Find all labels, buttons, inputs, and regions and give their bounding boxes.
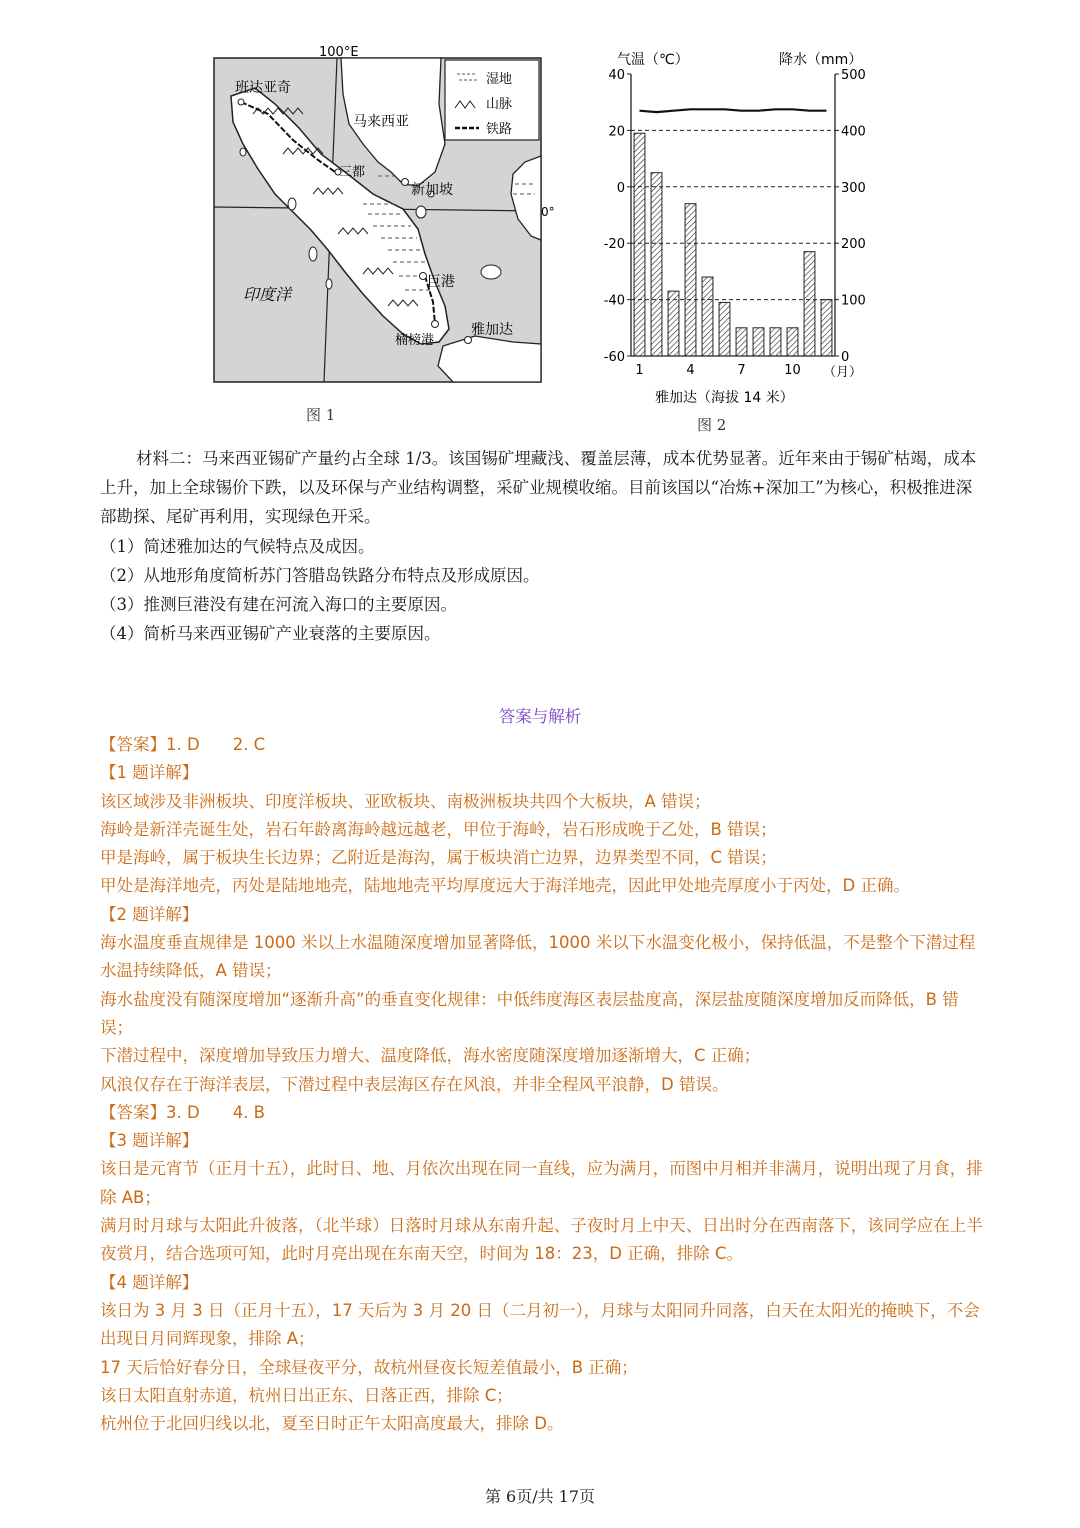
- answer-line: 杭州位于北回归线以北，夏至日时正午太阳高度最大，排除 D。: [100, 1414, 564, 1434]
- answer-line: 【2 题详解】: [100, 904, 199, 924]
- answer-line: 下潜过程中，深度增加导致压力增大、温度降低，海水密度随深度增加逐渐增大，C 正确；: [100, 1046, 761, 1066]
- answer-list: [100, 731, 986, 1438]
- month-tick-label: 4: [686, 363, 695, 378]
- java-island: [438, 336, 541, 382]
- figure1-caption: 图 1: [306, 406, 336, 424]
- question-item: （2）从地形角度简析苏门答腊岛铁路分布特点及形成原因。: [100, 566, 540, 585]
- temperature-tick-label: 40: [608, 68, 625, 83]
- precipitation-bar: [702, 277, 713, 356]
- precipitation-tick-label: 200: [841, 237, 866, 253]
- answer-section-title: 答案与解析: [498, 707, 582, 726]
- place-label: 雅加达: [471, 322, 513, 338]
- town-marker: [420, 273, 427, 280]
- precipitation-bar: [787, 328, 798, 356]
- answer-line: 【答案】3. D 4. B: [100, 1102, 265, 1122]
- answer-line: 海水温度垂直规律是 1000 米以上水温随深度增加显著降低，1000 米以下水温变化极小，保持低温，不是整个下潜过程水温持续降低，A 错误；: [100, 933, 976, 981]
- month-tick-label: 1: [635, 363, 644, 378]
- sumatra-map: [213, 44, 555, 384]
- temperature-tick-label: -60: [603, 350, 625, 365]
- temperature-tick-label: 0: [616, 180, 625, 196]
- page-number: 第 6页/共 17页: [484, 1487, 596, 1506]
- question-item: （3）推测巨港没有建在河流入海口的主要原因。: [100, 595, 457, 614]
- precipitation-bar: [719, 302, 730, 356]
- answer-line: 【1 题详解】: [100, 763, 199, 783]
- place-label: 楠榜港: [395, 333, 435, 348]
- temperature-line: [640, 109, 827, 112]
- answer-line: 该日是元宵节（正月十五），此时日、地、月依次出现在同一直线，应为满月，而图中月相并非满月，说明出现了月食，排除 AB；: [100, 1159, 983, 1207]
- precipitation-tick-label: 0: [841, 350, 850, 365]
- place-label: 巨港: [427, 274, 455, 290]
- month-tick-label: 10: [784, 363, 801, 378]
- month-tick-label: 7: [737, 363, 746, 378]
- precipitation-bar: [753, 328, 764, 356]
- island: [481, 265, 501, 279]
- precipitation-bar: [685, 204, 696, 356]
- answer-line: 满月时月球与太阳此升彼落，（北半球）日落时月球从东南升起、子夜时月上中天、日出时分在西南落下，该同学应在上半夜赏月，结合选项可知，此时月亮出现在东南天空，时间为 18：23，D 正确，排除 C。: [100, 1216, 983, 1264]
- material-two: [100, 444, 982, 531]
- island: [240, 148, 246, 156]
- town-marker: [402, 179, 409, 186]
- question-list: [100, 532, 982, 648]
- material-paragraph: 材料二：马来西亚锡矿产量约占全球 1/3。该国锡矿埋藏浅、覆盖层薄，成本优势显著。近年来由于锡矿枯竭，成本上升，加上全球锡价下跌，以及环保与产业结构调整，采矿业规模收缩。目前该国以“冶炼+深加工”为核心，积极推进深部勘探、尾矿再利用，实现绿色开采。: [100, 449, 977, 526]
- temperature-tick-label: 20: [608, 124, 625, 140]
- answer-line: 【4 题详解】: [100, 1272, 199, 1292]
- place-label: 班达亚奇: [235, 80, 291, 96]
- answer-line: 甲是海岭，属于板块生长边界；乙附近是海沟，属于板块消亡边界，边界类型不同，C 错误；: [100, 848, 777, 868]
- question-item: （4）简析马来西亚锡矿产业衰落的主要原因。: [100, 624, 441, 643]
- month-unit: （月）: [823, 365, 863, 380]
- question-item: （1）简述雅加达的气候特点及成因。: [100, 537, 375, 556]
- precipitation-bar: [736, 328, 747, 356]
- answer-line: 【答案】1. D 2. C: [100, 735, 266, 754]
- precipitation-bar: [804, 252, 815, 356]
- answer-line: 17 天后恰好春分日，全球昼夜平分，故杭州昼夜长短差值最小，B 正确；: [100, 1357, 638, 1377]
- precipitation-bar: [651, 173, 662, 356]
- place-label: 马来西亚: [353, 114, 409, 130]
- precipitation-bar: [821, 300, 832, 356]
- island: [416, 206, 426, 218]
- answer-line: 海岭是新洋壳诞生处，岩石年龄离海岭越远越老，甲位于海岭，岩石形成晚于乙处，B 错误；: [100, 819, 777, 839]
- precipitation-bar: [668, 291, 679, 356]
- precipitation-tick-label: 400: [841, 124, 866, 140]
- figure2-caption: 图 2: [697, 416, 727, 434]
- town-marker: [238, 99, 244, 105]
- legend-mountain: 山脉: [486, 97, 513, 112]
- answer-line: 风浪仅存在于海洋表层，下潜过程中表层海区存在风浪，并非全程风平浪静，D 错误。: [100, 1074, 729, 1094]
- legend-wetland: 湿地: [486, 72, 513, 87]
- precipitation-bar: [634, 133, 645, 356]
- place-label: 印度洋: [243, 285, 292, 304]
- equator-label: 0°: [541, 205, 555, 219]
- climate-chart: [595, 44, 865, 414]
- answer-line: 【3 题详解】: [100, 1131, 199, 1151]
- island: [288, 198, 296, 210]
- precipitation-tick-label: 100: [841, 293, 866, 309]
- precipitation-tick-label: 500: [841, 68, 866, 83]
- answer-line: 该日太阳直射赤道，杭州日出正东、日落正西，排除 C；: [100, 1385, 513, 1405]
- answer-line: 海水盐度没有随深度增加“逐渐升高”的垂直变化规律：中低纬度海区表层盐度高，深层盐度随深度增加反而降低，B 错误；: [100, 989, 959, 1037]
- island: [326, 279, 332, 289]
- island: [309, 247, 317, 261]
- town-marker: [432, 321, 439, 328]
- answer-line: 该日为 3 月 3 日（正月十五），17 天后为 3 月 20 日（二月初一），月球与太阳同升同落，白天在太阳光的掩映下，不会出现日月同辉现象，排除 A；: [100, 1300, 980, 1349]
- precipitation-tick-label: 300: [841, 180, 866, 196]
- answer-line: 该区域涉及非洲板块、印度洋板块、亚欧板块、南极洲板块共四个大板块，A 错误；: [100, 791, 711, 811]
- legend-railway: 铁路: [486, 122, 513, 137]
- right-axis-title: 降水（mm）: [779, 52, 863, 68]
- temperature-tick-label: -40: [603, 293, 625, 309]
- place-label: 新加坡: [411, 182, 453, 198]
- temperature-tick-label: -20: [603, 237, 625, 253]
- left-axis-title: 气温（℃）: [617, 52, 689, 68]
- meridian-label: 100°E: [319, 45, 359, 60]
- answer-line: 甲处是海洋地壳，丙处是陆地地壳，陆地地壳平均厚度远大于海洋地壳，因此甲处地壳厚度小于丙处，D 正确。: [100, 876, 910, 896]
- place-label: 三都: [339, 165, 366, 180]
- station-label: 雅加达（海拔 14 米）: [655, 390, 794, 406]
- precipitation-bar: [770, 328, 781, 356]
